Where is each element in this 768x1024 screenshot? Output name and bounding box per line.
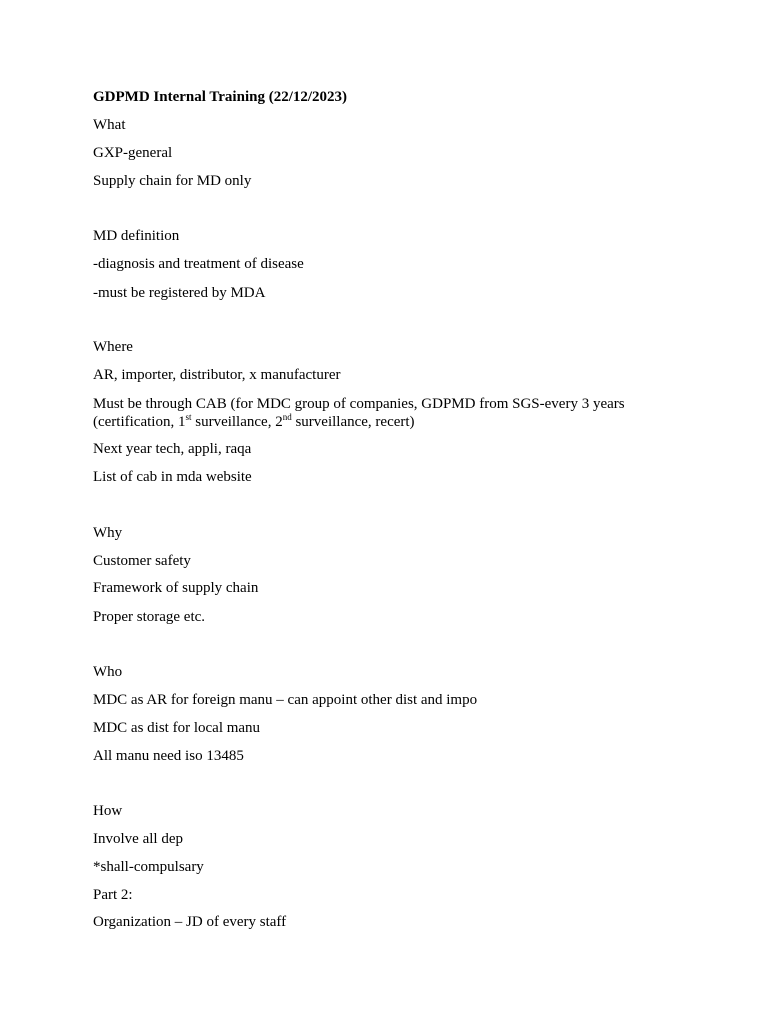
text-line: GXP-general (93, 145, 173, 161)
text-line: Proper storage etc. (93, 609, 206, 625)
section-heading-who: Who (93, 664, 123, 680)
text-line: Must be through CAB (for MDC group of companies, GDPMD from SGS-every 3 years (93, 396, 625, 412)
text-line: List of cab in mda website (93, 469, 252, 485)
section-heading-md-definition: MD definition (93, 228, 180, 244)
text-line: -diagnosis and treatment of disease (93, 256, 304, 272)
text-line: *shall-compulsary (93, 859, 204, 875)
text-line: Framework of supply chain (93, 580, 259, 596)
text-line: -must be registered by MDA (93, 285, 266, 301)
text-line-with-superscripts (93, 413, 415, 432)
text-line: MDC as dist for local manu (93, 720, 261, 736)
text-line: Customer safety (93, 553, 191, 569)
text-segment: (certification, 1 (93, 414, 186, 430)
section-heading-where: Where (93, 339, 133, 355)
text-line: Supply chain for MD only (93, 173, 252, 189)
text-line: Organization – JD of every staff (93, 914, 287, 930)
text-line: Part 2: (93, 887, 133, 903)
text-line: MDC as AR for foreign manu – can appoint other dist and impo (93, 692, 478, 708)
text-segment: surveillance, 2 (191, 414, 283, 430)
text-line: All manu need iso 13485 (93, 748, 244, 764)
text-line: AR, importer, distributor, x manufacturer (93, 367, 341, 383)
superscript: nd (282, 412, 292, 422)
text-line: Involve all dep (93, 831, 183, 847)
section-heading-why: Why (93, 525, 123, 541)
text-line: Next year tech, appli, raqa (93, 441, 252, 457)
text-segment: surveillance, recert) (291, 414, 415, 430)
document-title: GDPMD Internal Training (22/12/2023) (93, 89, 348, 105)
section-heading-how: How (93, 803, 123, 819)
superscript: st (185, 412, 192, 422)
section-heading-what: What (93, 117, 126, 133)
